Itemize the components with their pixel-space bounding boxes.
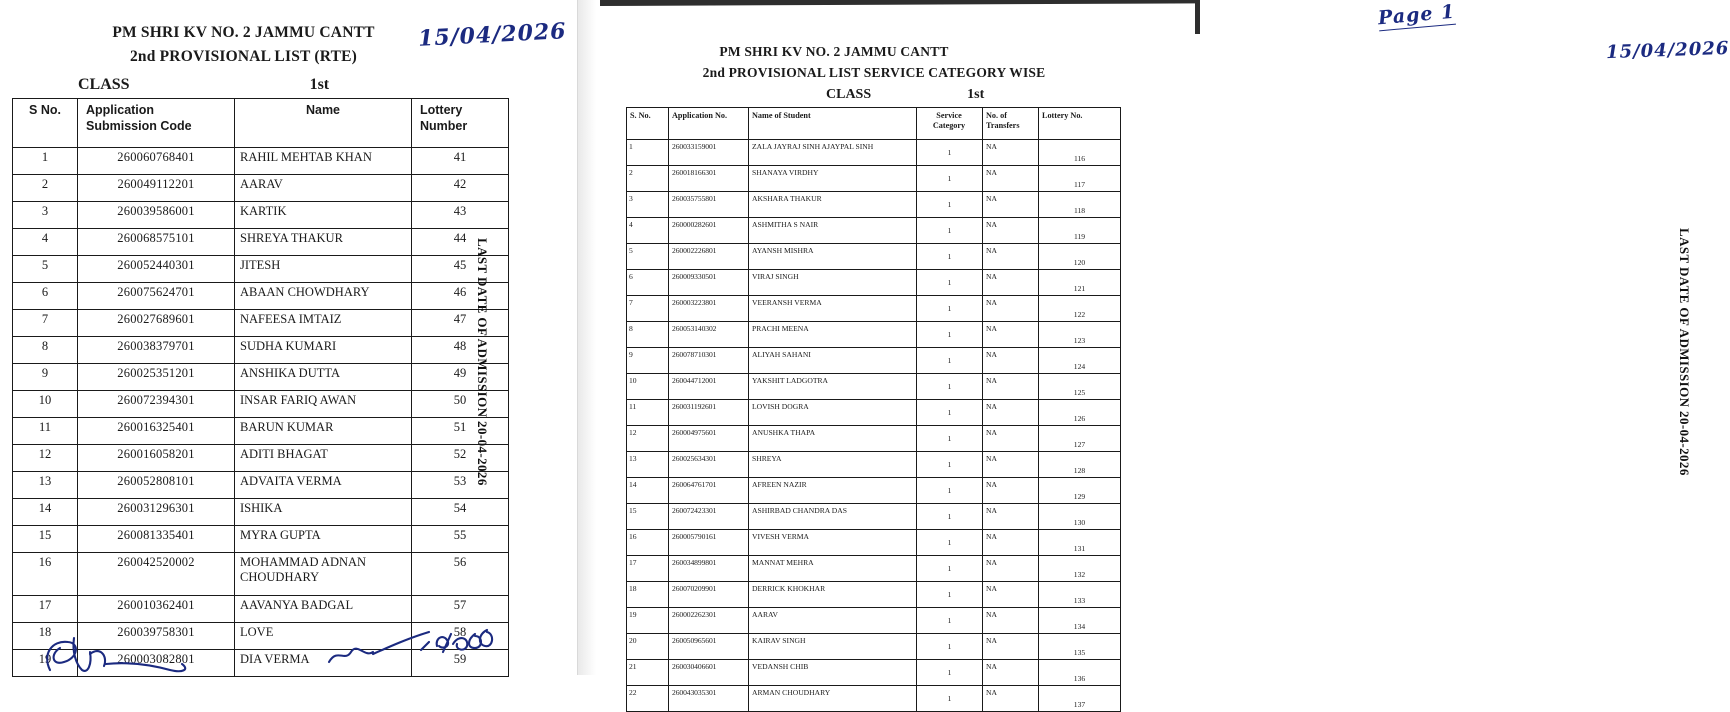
row-application-code: 260075624701	[78, 283, 235, 310]
row-application-no: 260034899801	[669, 556, 749, 582]
row-student-name: ALIYAH SAHANI	[749, 348, 917, 374]
row-transfers: NA	[983, 348, 1039, 374]
row-serial-number: 14	[13, 499, 78, 526]
row-student-name: AKSHARA THAKUR	[749, 192, 917, 218]
row-student-name: MANNAT MEHRA	[749, 556, 917, 582]
row-application-code: 260039758301	[78, 623, 235, 650]
row-serial-number: 13	[627, 452, 669, 478]
row-application-no: 260002262301	[669, 608, 749, 634]
table-row	[627, 582, 1121, 608]
row-student-name: NAFEESA IMTAIZ	[235, 310, 412, 337]
row-serial-number: 11	[13, 418, 78, 445]
table-row	[627, 400, 1121, 426]
table-row	[627, 140, 1121, 166]
row-service-category: 1	[917, 192, 983, 218]
row-application-code: 260025351201	[78, 364, 235, 391]
row-serial-number: 21	[627, 660, 669, 686]
row-transfers: NA	[983, 166, 1039, 192]
row-service-category: 1	[917, 660, 983, 686]
table-row	[13, 526, 509, 553]
row-student-name: BARUN KUMAR	[235, 418, 412, 445]
row-service-category: 1	[917, 400, 983, 426]
column-header-transfers	[983, 108, 1039, 140]
row-lottery-no: 125	[1039, 374, 1121, 400]
row-serial-number: 15	[13, 526, 78, 553]
row-serial-number: 17	[627, 556, 669, 582]
column-header-service-category-line1: Service	[936, 111, 962, 120]
scan-right-edge	[1195, 0, 1200, 34]
row-student-name: RAHIL MEHTAB KHAN	[235, 148, 412, 175]
row-application-no: 260000282601	[669, 218, 749, 244]
row-service-category: 1	[917, 504, 983, 530]
row-transfers: NA	[983, 322, 1039, 348]
row-student-name: MYRA GUPTA	[235, 526, 412, 553]
row-lottery-number: 47	[412, 310, 509, 337]
row-transfers: NA	[983, 556, 1039, 582]
row-serial-number: 14	[627, 478, 669, 504]
row-student-name: AARAV	[749, 608, 917, 634]
row-transfers: NA	[983, 218, 1039, 244]
row-serial-number: 17	[13, 596, 78, 623]
table-row	[627, 270, 1121, 296]
row-application-code: 260081335401	[78, 526, 235, 553]
row-application-code: 260068575101	[78, 229, 235, 256]
row-lottery-number: 53	[412, 472, 509, 499]
table-row	[627, 322, 1121, 348]
row-student-name: ZALA JAYRAJ SINH AJAYPAL SINH	[749, 140, 917, 166]
signature-principal	[30, 630, 280, 678]
row-lottery-number: 49	[412, 364, 509, 391]
left-page	[0, 0, 578, 675]
table-row	[627, 556, 1121, 582]
row-transfers: NA	[983, 244, 1039, 270]
table-row	[13, 175, 509, 202]
row-application-code: 260038379701	[78, 337, 235, 364]
row-lottery-number: 52	[412, 445, 509, 472]
left-page-title-line1: PM SHRI KV NO. 2 JAMMU CANTT	[112, 24, 375, 41]
table-row	[13, 499, 509, 526]
row-serial-number: 10	[13, 391, 78, 418]
row-serial-number: 10	[627, 374, 669, 400]
row-application-no: 260050965601	[669, 634, 749, 660]
row-serial-number: 7	[13, 310, 78, 337]
last-date-note-left: LAST DATE OF ADMISSION 20-04-2026	[475, 238, 490, 486]
table-header-row	[13, 99, 509, 148]
table-row	[13, 229, 509, 256]
row-serial-number: 9	[627, 348, 669, 374]
row-transfers: NA	[983, 296, 1039, 322]
right-page-class-line	[578, 87, 1200, 103]
row-service-category: 1	[917, 166, 983, 192]
column-header-transfers-line1: No. of	[986, 111, 1007, 120]
row-transfers: NA	[983, 582, 1039, 608]
row-service-category: 1	[917, 322, 983, 348]
column-header-lottery-number	[412, 99, 509, 148]
handwritten-date-right: 15/04/2026	[1605, 37, 1730, 64]
right-page-title-line1: PM SHRI KV NO. 2 JAMMU CANTT	[719, 44, 949, 59]
column-header-sno: S No.	[13, 99, 78, 148]
row-student-name: ASHIRBAD CHANDRA DAS	[749, 504, 917, 530]
row-student-name: MOHAMMAD ADNAN CHOUDHARY	[235, 553, 412, 596]
row-student-name: ARMAN CHOUDHARY	[749, 686, 917, 712]
column-header-service-category	[917, 108, 983, 140]
column-header-lottery-line2: Number	[420, 118, 468, 133]
row-service-category: 1	[917, 582, 983, 608]
row-transfers: NA	[983, 478, 1039, 504]
provisional-list-body	[13, 148, 509, 677]
row-serial-number: 1	[13, 148, 78, 175]
row-serial-number: 7	[627, 296, 669, 322]
row-serial-number: 11	[627, 400, 669, 426]
row-service-category: 1	[917, 244, 983, 270]
row-student-name: SUDHA KUMARI	[235, 337, 412, 364]
row-student-name: DIA VERMA	[235, 650, 412, 677]
right-page-title-line2: 2nd PROVISIONAL LIST SERVICE CATEGORY WISE	[702, 65, 1046, 80]
table-row	[13, 283, 509, 310]
handwritten-page-marker	[1377, 1, 1456, 30]
table-row	[627, 608, 1121, 634]
row-student-name: LOVISH DOGRA	[749, 400, 917, 426]
row-serial-number: 19	[13, 650, 78, 677]
row-serial-number: 9	[13, 364, 78, 391]
row-application-no: 260004975601	[669, 426, 749, 452]
table-row	[13, 418, 509, 445]
row-serial-number: 6	[13, 283, 78, 310]
table-row	[13, 553, 509, 596]
row-application-code: 260060768401	[78, 148, 235, 175]
row-transfers: NA	[983, 452, 1039, 478]
table-row	[627, 478, 1121, 504]
row-student-name: DERRICK KHOKHAR	[749, 582, 917, 608]
table-row	[627, 218, 1121, 244]
table-row	[13, 310, 509, 337]
row-service-category: 1	[917, 608, 983, 634]
row-serial-number: 13	[13, 472, 78, 499]
row-application-no: 260043035301	[669, 686, 749, 712]
row-student-name: INSAR FARIQ AWAN	[235, 391, 412, 418]
row-serial-number: 8	[13, 337, 78, 364]
table-row	[627, 660, 1121, 686]
left-class-value: 1st	[309, 76, 330, 93]
row-student-name: LOVE	[235, 623, 412, 650]
row-application-no: 260033159001	[669, 140, 749, 166]
table-row	[13, 364, 509, 391]
row-transfers: NA	[983, 530, 1039, 556]
column-header-name: Name	[235, 99, 412, 148]
row-serial-number: 4	[13, 229, 78, 256]
table-row	[627, 296, 1121, 322]
table-row	[627, 166, 1121, 192]
row-serial-number: 12	[13, 445, 78, 472]
row-application-no: 260003223801	[669, 296, 749, 322]
row-serial-number: 5	[627, 244, 669, 270]
row-lottery-no: 121	[1039, 270, 1121, 296]
row-student-name: PRACHI MEENA	[749, 322, 917, 348]
row-student-name: SHREYA	[749, 452, 917, 478]
row-application-no: 260025634301	[669, 452, 749, 478]
table-row	[627, 452, 1121, 478]
row-service-category: 1	[917, 426, 983, 452]
column-header-application-code-line2: Submission Code	[86, 118, 192, 133]
row-lottery-no: 122	[1039, 296, 1121, 322]
row-application-code: 260003082801	[78, 650, 235, 677]
row-lottery-no: 137	[1039, 686, 1121, 712]
column-header-lottery-line1: Lottery	[420, 103, 463, 117]
right-class-label: CLASS	[826, 87, 872, 102]
table-header-row	[627, 108, 1121, 140]
table-row	[627, 686, 1121, 712]
table-row	[627, 348, 1121, 374]
row-transfers: NA	[983, 374, 1039, 400]
row-serial-number: 4	[627, 218, 669, 244]
row-service-category: 1	[917, 478, 983, 504]
row-serial-number: 6	[627, 270, 669, 296]
row-student-name: AYANSH MISHRA	[749, 244, 917, 270]
left-page-title-line2: 2nd PROVISIONAL LIST (RTE)	[129, 48, 358, 65]
left-class-label: CLASS	[78, 76, 130, 93]
row-application-code: 260052808101	[78, 472, 235, 499]
row-application-no: 260070209901	[669, 582, 749, 608]
row-lottery-no: 120	[1039, 244, 1121, 270]
table-row	[13, 202, 509, 229]
signature-with-date	[325, 628, 555, 678]
row-transfers: NA	[983, 504, 1039, 530]
row-serial-number: 1	[627, 140, 669, 166]
provisional-list-table	[12, 98, 509, 677]
row-transfers: NA	[983, 686, 1039, 712]
row-serial-number: 5	[13, 256, 78, 283]
row-lottery-number: 50	[412, 391, 509, 418]
row-lottery-no: 129	[1039, 478, 1121, 504]
row-lottery-no: 117	[1039, 166, 1121, 192]
row-lottery-no: 131	[1039, 530, 1121, 556]
row-lottery-number: 46	[412, 283, 509, 310]
row-service-category: 1	[917, 218, 983, 244]
row-application-code: 260016058201	[78, 445, 235, 472]
column-header-service-category-line2: Category	[932, 120, 966, 130]
service-category-table	[626, 107, 1121, 712]
row-application-no: 260064761701	[669, 478, 749, 504]
row-lottery-no: 124	[1039, 348, 1121, 374]
row-serial-number: 20	[627, 634, 669, 660]
row-student-name: VEDANSH CHIB	[749, 660, 917, 686]
row-lottery-number: 42	[412, 175, 509, 202]
row-lottery-number: 51	[412, 418, 509, 445]
row-serial-number: 3	[13, 202, 78, 229]
table-row	[13, 148, 509, 175]
table-row	[627, 634, 1121, 660]
column-header-transfers-line2: Transfers	[986, 120, 1020, 130]
row-lottery-no: 136	[1039, 660, 1121, 686]
row-application-code: 260010362401	[78, 596, 235, 623]
row-service-category: 1	[917, 374, 983, 400]
service-category-body	[627, 140, 1121, 712]
row-lottery-no: 130	[1039, 504, 1121, 530]
row-application-no: 260053140302	[669, 322, 749, 348]
row-application-no: 260009330501	[669, 270, 749, 296]
row-lottery-no: 128	[1039, 452, 1121, 478]
row-application-no: 260078710301	[669, 348, 749, 374]
column-header-student-name: Name of Student	[749, 108, 917, 140]
row-application-no: 260044712001	[669, 374, 749, 400]
row-student-name: SHANAYA VIRDHY	[749, 166, 917, 192]
table-row	[13, 256, 509, 283]
row-transfers: NA	[983, 426, 1039, 452]
row-lottery-number: 48	[412, 337, 509, 364]
right-class-value: 1st	[967, 87, 985, 102]
row-student-name: VEERANSH VERMA	[749, 296, 917, 322]
row-serial-number: 16	[627, 530, 669, 556]
row-lottery-no: 119	[1039, 218, 1121, 244]
column-header-lottery-no: Lottery No.	[1039, 108, 1121, 140]
table-row	[13, 445, 509, 472]
row-student-name: AFREEN NAZIR	[749, 478, 917, 504]
row-student-name: ANSHIKA DUTTA	[235, 364, 412, 391]
row-serial-number: 2	[13, 175, 78, 202]
row-application-code: 260039586001	[78, 202, 235, 229]
table-row	[627, 426, 1121, 452]
row-lottery-number: 44	[412, 229, 509, 256]
row-application-code: 260031296301	[78, 499, 235, 526]
row-application-no: 260005790161	[669, 530, 749, 556]
row-serial-number: 22	[627, 686, 669, 712]
row-transfers: NA	[983, 660, 1039, 686]
row-student-name: AARAV	[235, 175, 412, 202]
row-lottery-number: 45	[412, 256, 509, 283]
row-student-name: VIRAJ SINGH	[749, 270, 917, 296]
row-transfers: NA	[983, 192, 1039, 218]
row-student-name: ADITI BHAGAT	[235, 445, 412, 472]
row-serial-number: 16	[13, 553, 78, 596]
row-student-name: AAVANYA BADGAL	[235, 596, 412, 623]
row-lottery-number: 41	[412, 148, 509, 175]
row-student-name: ISHIKA	[235, 499, 412, 526]
row-student-name: ANUSHKA THAPA	[749, 426, 917, 452]
row-lottery-no: 123	[1039, 322, 1121, 348]
row-lottery-no: 132	[1039, 556, 1121, 582]
row-lottery-number: 54	[412, 499, 509, 526]
row-student-name: VIVESH VERMA	[749, 530, 917, 556]
row-student-name: KARTIK	[235, 202, 412, 229]
row-transfers: NA	[983, 634, 1039, 660]
row-lottery-no: 118	[1039, 192, 1121, 218]
row-lottery-number: 59	[412, 650, 509, 677]
row-serial-number: 18	[13, 623, 78, 650]
row-application-code: 260052440301	[78, 256, 235, 283]
row-application-no: 260035755801	[669, 192, 749, 218]
row-lottery-number: 58	[412, 623, 509, 650]
table-row	[627, 192, 1121, 218]
row-application-no: 260002226801	[669, 244, 749, 270]
row-serial-number: 2	[627, 166, 669, 192]
row-student-name: ABAAN CHOWDHARY	[235, 283, 412, 310]
row-serial-number: 8	[627, 322, 669, 348]
row-application-code: 260049112201	[78, 175, 235, 202]
left-page-class-line	[0, 76, 577, 94]
row-student-name: KAIRAV SINGH	[749, 634, 917, 660]
row-transfers: NA	[983, 270, 1039, 296]
table-row	[627, 244, 1121, 270]
last-date-note-right: LAST DATE OF ADMISSION 20-04-2026	[1677, 228, 1692, 476]
right-page	[578, 0, 1730, 709]
row-lottery-no: 135	[1039, 634, 1121, 660]
row-lottery-number: 56	[412, 553, 509, 596]
row-student-name: ASHMITHA S NAIR	[749, 218, 917, 244]
row-serial-number: 12	[627, 426, 669, 452]
row-service-category: 1	[917, 530, 983, 556]
row-lottery-no: 127	[1039, 426, 1121, 452]
row-lottery-no: 133	[1039, 582, 1121, 608]
row-transfers: NA	[983, 400, 1039, 426]
row-student-name: YAKSHIT LADGOTRA	[749, 374, 917, 400]
row-application-no: 260031192601	[669, 400, 749, 426]
row-application-no: 260018166301	[669, 166, 749, 192]
row-lottery-no: 116	[1039, 140, 1121, 166]
column-header-sno: S. No.	[627, 108, 669, 140]
row-transfers: NA	[983, 608, 1039, 634]
row-student-name: SHREYA THAKUR	[235, 229, 412, 256]
table-row	[13, 391, 509, 418]
row-student-name: ADVAITA VERMA	[235, 472, 412, 499]
row-serial-number: 3	[627, 192, 669, 218]
table-row	[13, 596, 509, 623]
row-service-category: 1	[917, 452, 983, 478]
table-row	[13, 337, 509, 364]
row-lottery-no: 134	[1039, 608, 1121, 634]
row-application-no: 260072423301	[669, 504, 749, 530]
table-row	[627, 504, 1121, 530]
row-service-category: 1	[917, 686, 983, 712]
handwritten-page-marker-text: Page 1	[1377, 0, 1457, 30]
row-service-category: 1	[917, 634, 983, 660]
column-header-application-no: Application No.	[669, 108, 749, 140]
row-application-no: 260030406601	[669, 660, 749, 686]
table-row	[13, 472, 509, 499]
row-service-category: 1	[917, 348, 983, 374]
row-application-code: 260027689601	[78, 310, 235, 337]
row-serial-number: 15	[627, 504, 669, 530]
column-header-application-code	[78, 99, 235, 148]
row-application-code: 260016325401	[78, 418, 235, 445]
row-transfers: NA	[983, 140, 1039, 166]
table-row	[627, 374, 1121, 400]
row-lottery-number: 55	[412, 526, 509, 553]
row-service-category: 1	[917, 296, 983, 322]
row-lottery-number: 57	[412, 596, 509, 623]
table-row	[627, 530, 1121, 556]
row-service-category: 1	[917, 556, 983, 582]
handwritten-date-left: 15/04/2026	[417, 18, 568, 52]
row-student-name: JITESH	[235, 256, 412, 283]
row-lottery-number: 43	[412, 202, 509, 229]
column-header-application-code-line1: Application	[86, 103, 155, 117]
row-serial-number: 19	[627, 608, 669, 634]
row-serial-number: 18	[627, 582, 669, 608]
row-service-category: 1	[917, 140, 983, 166]
row-service-category: 1	[917, 270, 983, 296]
row-application-code: 260042520002	[78, 553, 235, 596]
row-application-code: 260072394301	[78, 391, 235, 418]
row-lottery-no: 126	[1039, 400, 1121, 426]
scan-top-edge	[600, 0, 1200, 6]
